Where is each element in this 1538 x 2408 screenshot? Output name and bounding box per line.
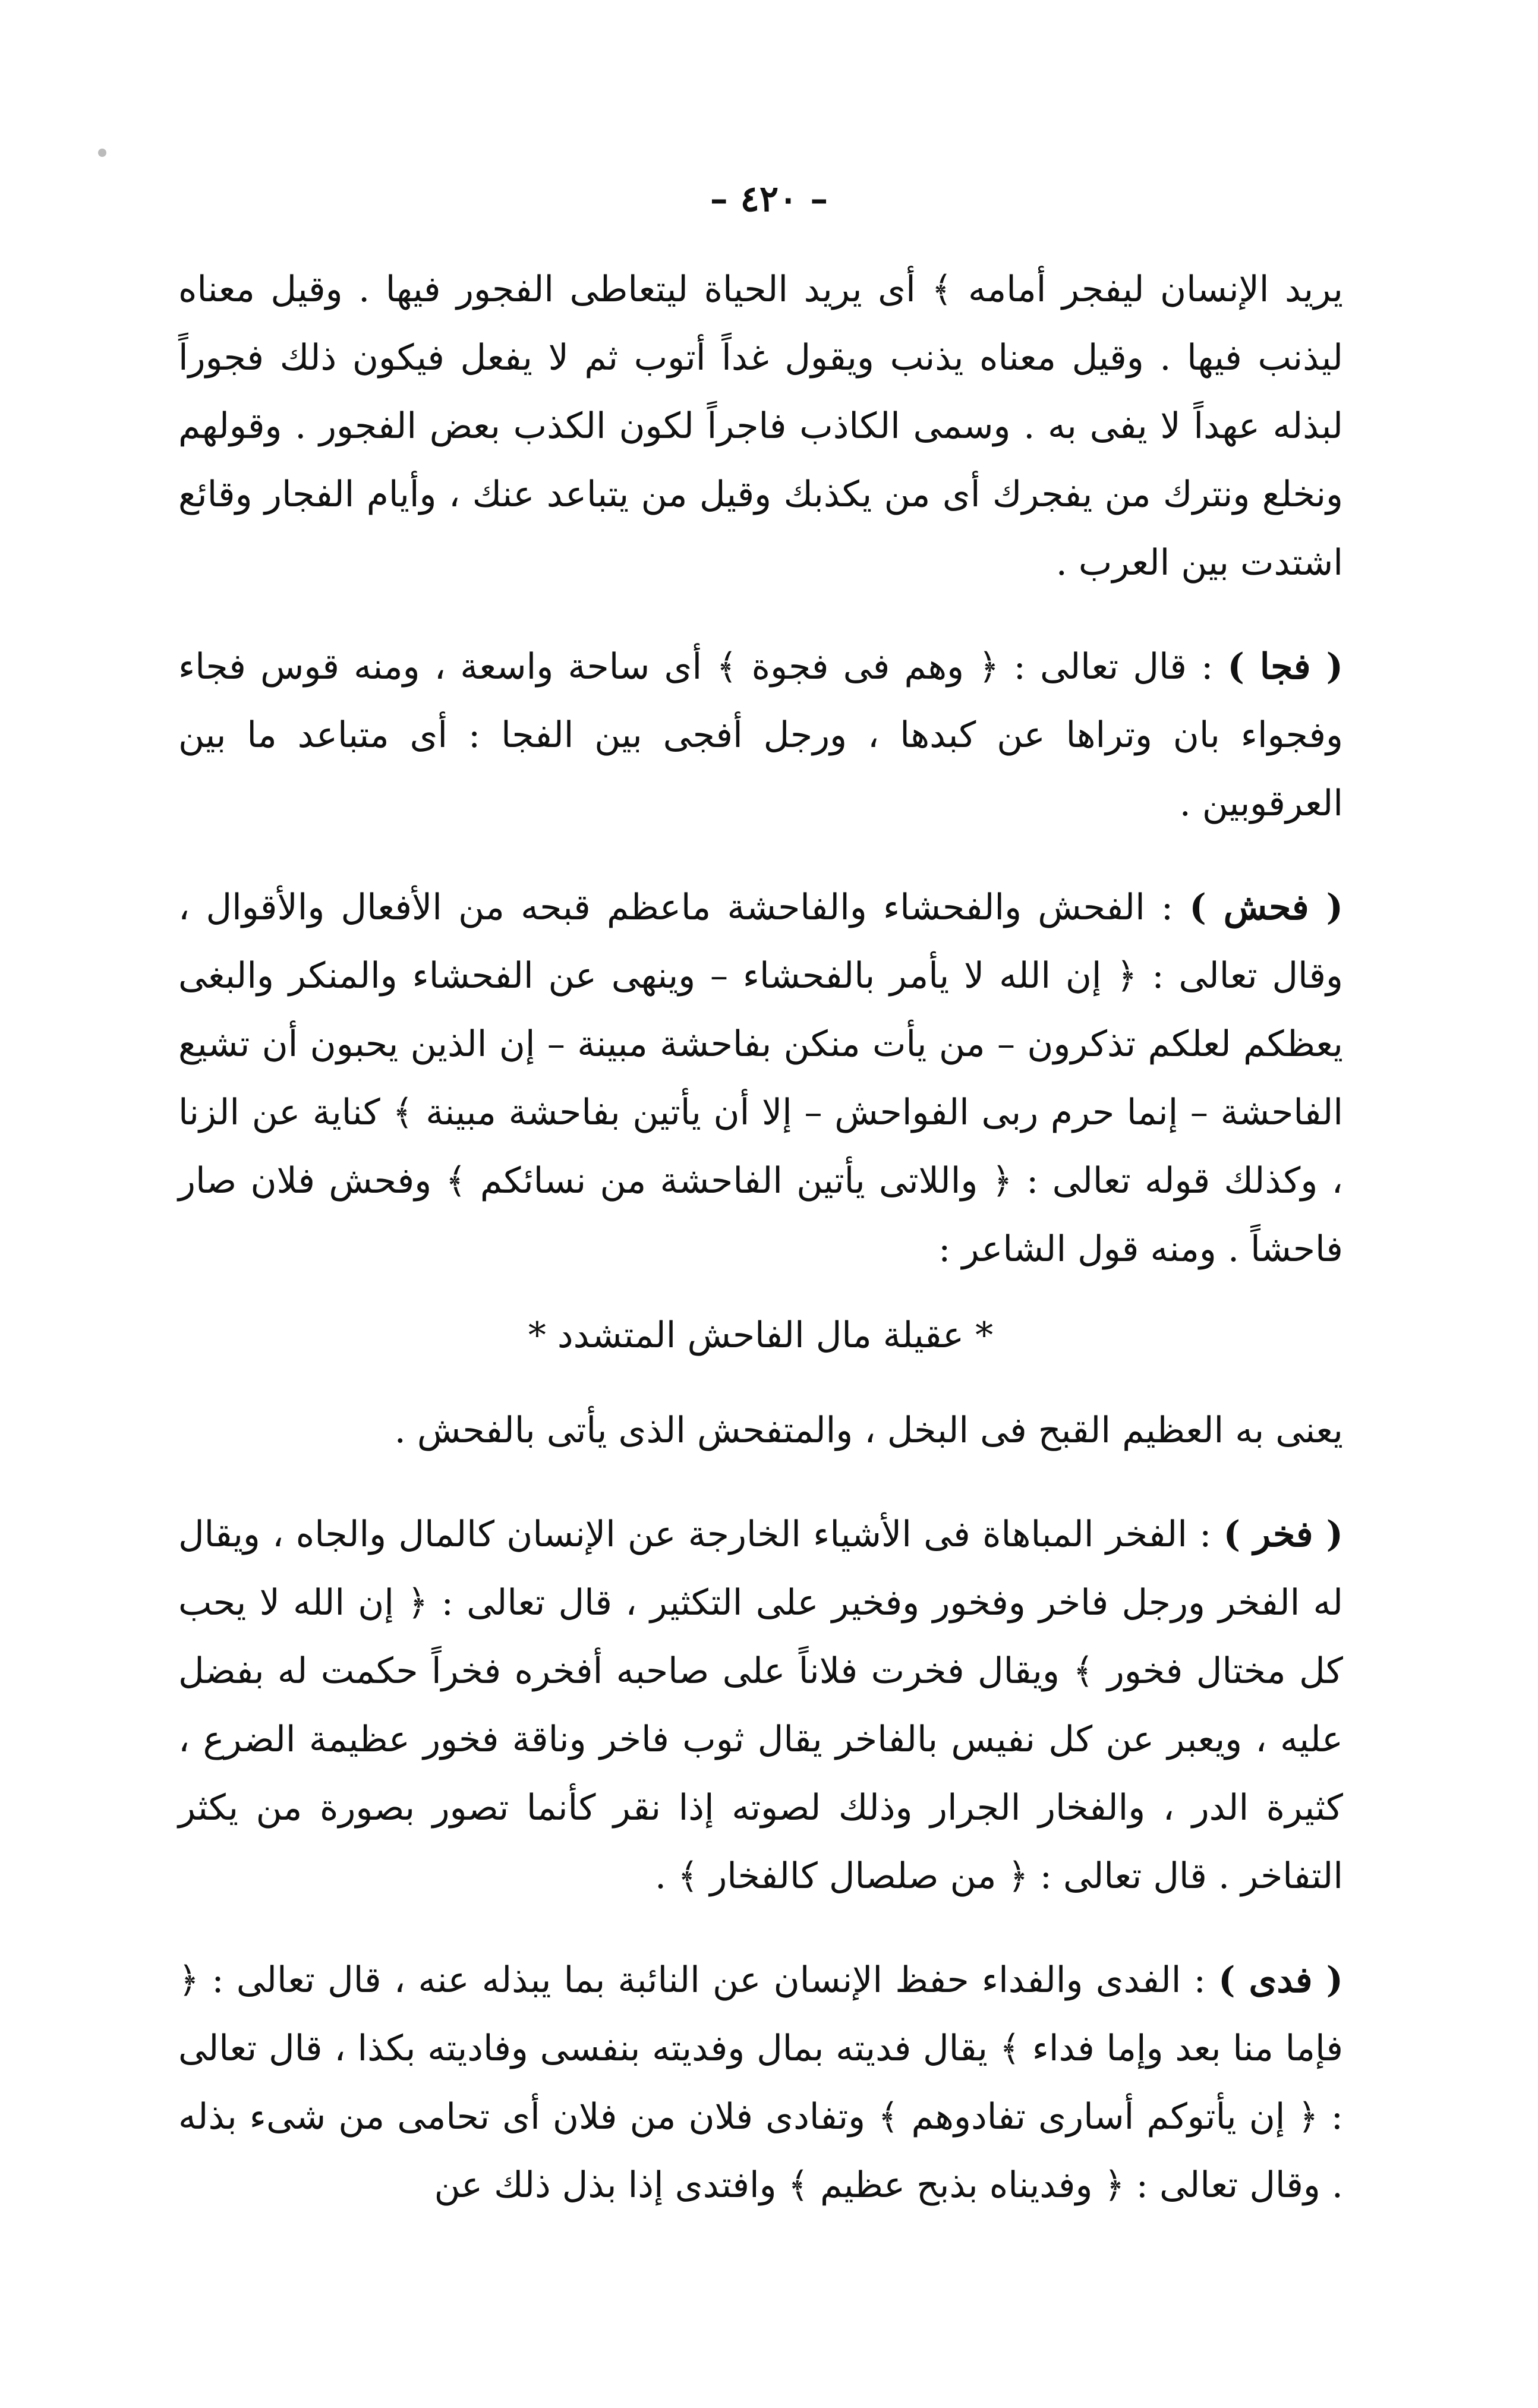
- entry-text: : الفحش والفحشاء والفاحشة ماعظم قبحه من الأفعال والأقوال ، وقال تعالى : ﴿ إن الله لا يأمر بالفحشاء – وينهى عن الفحشاء والمنكر والبغى يعظكم لعلكم تذكرون – من يأت منكن بفاحشة مبينة – إن الذين يحبون أن تشيع الفاحشة – إنما حرم ربى الفواحش – إلا أن يأتين بفاحشة مبينة ﴾ كناية عن الزنا ، وكذلك قوله تعالى : ﴿ واللاتى يأتين الفاحشة من نسائكم ﴾ وفحش فلان صار فاحشاً . ومنه قول الشاعر :: [178, 887, 1343, 1270]
- entry-headword: ( فخر ): [1223, 1514, 1343, 1555]
- paragraph-text: يعنى به العظيم القبح فى البخل ، والمتفحش الذى يأتى بالفحش .: [394, 1410, 1343, 1451]
- entry-text: : الفدى والفداء حفظ الإنسان عن النائبة بما يبذله عنه ، قال تعالى : ﴿ فإما منا بعد وإما فداء ﴾ يقال فديته بمال وفديته بنفسى وفاديته بكذا ، قال تعالى : ﴿ إن يأتوكم أسارى تفادوهم ﴾ وتفادى فلان من فلان أى تحامى من شىء بذله . وقال تعالى : ﴿ وفديناه بذبح عظيم ﴾ وافتدى إذا بذل ذلك عن: [178, 1959, 1343, 2206]
- body-text: [178, 256, 1343, 2255]
- entry-text: : قال تعالى : ﴿ وهم فى فجوة ﴾ أى ساحة واسعة ، ومنه قوس فجاء وفجواء بان وتراها عن كبدها ، ورجل أفجى بين الفجا : أى متباعد ما بين العرقوبين .: [178, 646, 1343, 824]
- paragraph-fajara: [178, 256, 1343, 597]
- poetry-verse: * عقيلة مال الفاحش المتشدد *: [528, 1315, 994, 1356]
- entry-headword: ( فحش ): [1189, 887, 1343, 928]
- entry-text: : الفخر المباهاة فى الأشياء الخارجة عن الإنسان كالمال والجاه ، ويقال له الفخر ورجل فاخر وفخور وفخير على التكثير ، قال تعالى : ﴿ إن الله لا يحب كل مختال فخور ﴾ ويقال فخرت فلاناً على صاحبه أفخره فخراً حكمت له بفضل عليه ، ويعبر عن كل نفيس بالفاخر يقال ثوب فاخر وناقة فخور عظيمة الضرع ، كثيرة الدر ، والفخار الجرار وذلك لصوته إذا نقر كأنما تصور بصورة من يكثر التفاخر . قال تعالى : ﴿ من صلصال كالفخار ﴾ .: [178, 1514, 1343, 1897]
- entry-headword: ( فجا ): [1227, 646, 1343, 688]
- entry-fakhara: [178, 1501, 1343, 1911]
- scan-dot: [98, 149, 106, 157]
- paragraph-continuation: [178, 1397, 1343, 1465]
- entry-fahusha: [178, 874, 1343, 1284]
- entry-faja: [178, 633, 1343, 838]
- entry-headword: ( فدى ): [1218, 1959, 1343, 2001]
- page-number: – ٤٢٠ –: [710, 178, 828, 220]
- paragraph-text: يريد الإنسان ليفجر أمامه ﴾ أى يريد الحياة ليتعاطى الفجور فيها . وقيل معناه ليذنب فيها . وقيل معناه يذنب ويقول غداً أتوب ثم لا يفعل فيكون ذلك فجوراً لبذله عهداً لا يفى به . وسمى الكاذب فاجراً لكون الكذب بعض الفجور . وقولهم ونخلع ونترك من يفجرك أى من يكذبك وقيل من يتباعد عنك ، وأيام الفجار وقائع اشتدت بين العرب .: [178, 269, 1343, 584]
- entry-fada: [178, 1946, 1343, 2220]
